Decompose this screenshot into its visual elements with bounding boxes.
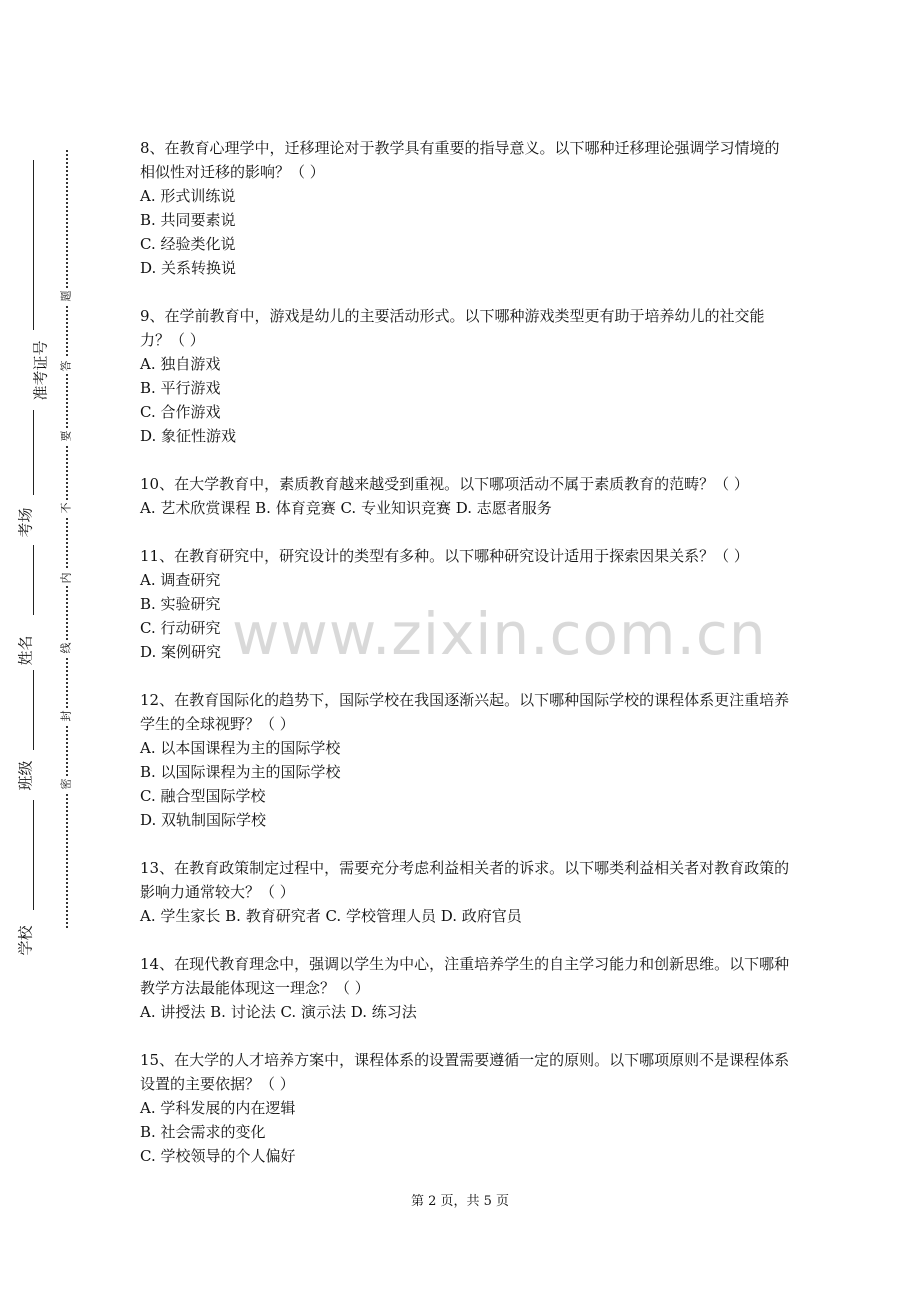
option-d: D. 关系转换说 xyxy=(140,259,237,277)
option-c: C. 合作游戏 xyxy=(140,403,221,421)
seal-char: 题 xyxy=(58,288,74,304)
field-label-exam-id: 准考证号 xyxy=(31,340,50,401)
option-d: D. 双轨制国际学校 xyxy=(140,811,267,829)
seal-char: 不 xyxy=(58,500,74,516)
options-inline: A. 艺术欣赏课程 B. 体育竞赛 C. 专业知识竞赛 D. 志愿者服务 xyxy=(140,499,552,517)
option-a: A. 独自游戏 xyxy=(140,355,221,373)
options-inline: A. 学生家长 B. 教育研究者 C. 学校管理人员 D. 政府官员 xyxy=(140,907,522,925)
option-c: C. 行动研究 xyxy=(140,619,221,637)
question-stem: 15、在大学的人才培养方案中，课程体系的设置需要遵循一定的原则。以下哪项原则不是课程体系设置的主要依据？（ ） xyxy=(140,1051,790,1093)
field-label-school: 学校 xyxy=(16,925,35,956)
question-14 xyxy=(140,952,790,1024)
binding-margin xyxy=(0,0,120,1302)
question-stem: 10、在大学教育中，素质教育越来越受到重视。以下哪项活动不属于素质教育的范畴？（ ） xyxy=(140,475,749,493)
option-a: A. 学科发展的内在逻辑 xyxy=(140,1099,296,1117)
seal-char: 要 xyxy=(58,428,74,444)
question-stem: 14、在现代教育理念中，强调以学生为中心，注重培养学生的自主学习能力和创新思维。以下哪种教学方法最能体现这一理念？（ ） xyxy=(140,955,790,997)
question-stem: 12、在教育国际化的趋势下，国际学校在我国逐渐兴起。以下哪种国际学校的课程体系更注重培养学生的全球视野？（ ） xyxy=(140,691,790,733)
fill-line-class xyxy=(33,670,34,750)
option-c: C. 学校领导的个人偏好 xyxy=(140,1147,296,1165)
question-stem: 8、在教育心理学中，迁移理论对于教学具有重要的指导意义。以下哪种迁移理论强调学习情境的相似性对迁移的影响？（ ） xyxy=(140,139,780,181)
option-d: D. 案例研究 xyxy=(140,643,222,661)
question-9 xyxy=(140,304,790,448)
fill-line-exam-id xyxy=(33,160,34,330)
option-b: B. 共同要素说 xyxy=(140,211,236,229)
option-b: B. 以国际课程为主的国际学校 xyxy=(140,763,341,781)
watermark: www.zixin.com.cn xyxy=(232,600,767,668)
option-a: A. 以本国课程为主的国际学校 xyxy=(140,739,341,757)
question-8 xyxy=(140,136,790,280)
question-stem: 13、在教育政策制定过程中，需要充分考虑利益相关者的诉求。以下哪类利益相关者对教育政策的影响力通常较大？（ ） xyxy=(140,859,790,901)
seal-char: 答 xyxy=(58,358,74,374)
question-stem: 9、在学前教育中，游戏是幼儿的主要活动形式。以下哪种游戏类型更有助于培养幼儿的社交能力？（ ） xyxy=(140,307,765,349)
option-d: D. 象征性游戏 xyxy=(140,427,237,445)
question-13 xyxy=(140,856,790,928)
field-label-class: 班级 xyxy=(16,760,35,791)
seal-char: 线 xyxy=(58,640,74,656)
option-c: C. 经验类化说 xyxy=(140,235,236,253)
option-a: A. 调查研究 xyxy=(140,571,221,589)
seal-char: 密 xyxy=(58,776,74,792)
option-a: A. 形式训练说 xyxy=(140,187,236,205)
fill-line-school xyxy=(33,800,34,910)
fill-line-name xyxy=(33,545,34,615)
seal-char: 封 xyxy=(58,708,74,724)
option-b: B. 社会需求的变化 xyxy=(140,1123,266,1141)
field-label-exam-room: 考场 xyxy=(16,507,35,538)
seal-dotted-line xyxy=(66,150,68,928)
question-12 xyxy=(140,688,790,832)
option-b: B. 实验研究 xyxy=(140,595,221,613)
question-15 xyxy=(140,1048,790,1168)
seal-char: 内 xyxy=(58,570,74,586)
option-b: B. 平行游戏 xyxy=(140,379,221,397)
field-label-name: 姓名 xyxy=(16,635,35,666)
fill-line-exam-room xyxy=(33,410,34,495)
question-stem: 11、在教育研究中，研究设计的类型有多种。以下哪种研究设计适用于探索因果关系？（ ） xyxy=(140,547,749,565)
page-footer: 第 2 页，共 5 页 xyxy=(410,1194,510,1209)
question-10 xyxy=(140,472,790,520)
options-inline: A. 讲授法 B. 讨论法 C. 演示法 D. 练习法 xyxy=(140,1003,417,1021)
option-c: C. 融合型国际学校 xyxy=(140,787,266,805)
